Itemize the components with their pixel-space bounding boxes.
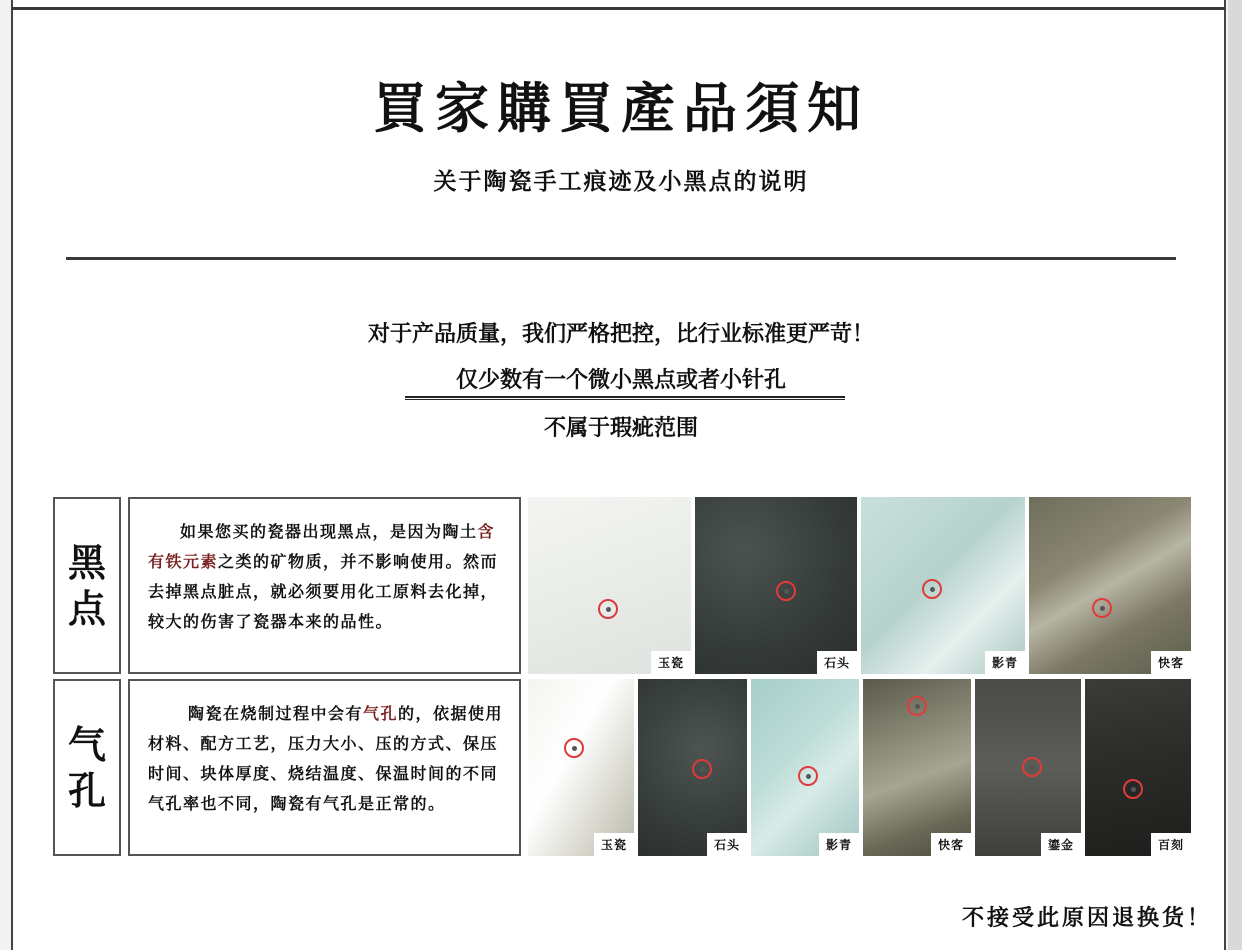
photo-caption: 影青: [985, 651, 1025, 674]
black-spot-text-highlight: 含有铁元素: [148, 522, 496, 571]
photo-jade-porcelain-pore: [528, 679, 634, 856]
pore-label-char-2: 孔: [67, 768, 106, 813]
black-spot-label-char-1: 黑: [67, 540, 106, 585]
photo-caption: 百刻: [1151, 833, 1191, 856]
photo-yingqing-pore: [751, 679, 859, 856]
page-subtitle: 关于陶瓷手工痕迹及小黑点的说明: [433, 169, 809, 195]
pore-marker: [564, 738, 584, 758]
top-border: [11, 7, 1226, 10]
photo-stone-spot: [695, 497, 857, 674]
notice-underline: [405, 396, 845, 400]
title-divider: [66, 257, 1176, 260]
pore-description: [128, 679, 521, 856]
spot-marker: [776, 581, 796, 601]
black-spot-label-char-2: 点: [67, 586, 106, 631]
black-spot-text: [148, 517, 505, 637]
pore-text-highlight: 气孔: [363, 704, 399, 723]
photo-jade-porcelain-spot: [528, 497, 691, 674]
pore-marker: [798, 766, 818, 786]
photo-caption: 快客: [931, 833, 971, 856]
pore-marker: [692, 759, 712, 779]
black-spot-text-b: 之类的矿物质，并不影响使用。然而去掉黑点脏点，就必须要用化工原料去化掉，较大的伤害了瓷器本来的品性。: [148, 552, 499, 631]
notice-line-2: 仅少数有一个微小黑点或者小针孔: [455, 368, 786, 393]
pore-marker: [907, 696, 927, 716]
photo-baike-pore: [1085, 679, 1191, 856]
black-spot-label: [53, 497, 121, 674]
photo-liujin-pore: [975, 679, 1081, 856]
photo-caption: 鎏金: [1041, 833, 1081, 856]
black-spot-description: [128, 497, 521, 674]
pore-text-a: 陶瓷在烧制过程中会有: [188, 704, 364, 723]
page-title: 買家購買產品須知: [373, 76, 869, 140]
photo-kuaike-pore: [863, 679, 971, 856]
pore-marker: [1123, 779, 1143, 799]
spot-marker: [598, 599, 618, 619]
photo-yingqing-spot: [861, 497, 1025, 674]
photo-caption: 石头: [817, 651, 857, 674]
pore-label: [53, 679, 121, 856]
return-policy-note: 不接受此原因退换货！: [961, 906, 1212, 931]
photo-stone-pore: [638, 679, 747, 856]
pore-text: [148, 699, 505, 819]
photo-kuaike-spot: [1029, 497, 1191, 674]
pore-marker: [1022, 757, 1042, 777]
photo-caption: 石头: [707, 833, 747, 856]
spot-marker: [922, 579, 942, 599]
notice-line-1: 对于产品质量，我们严格把控，比行业标准更严苛！: [367, 322, 874, 347]
photo-caption: 玉瓷: [651, 651, 691, 674]
pore-text-b: 的，依据使用材料、配方工艺，压力大小、压的方式、保压时间、块体厚度、烧结温度、保温时间的不同气孔率也不同，陶瓷有气孔是正常的。: [148, 704, 504, 813]
notice-line-3: 不属于瑕疵范围: [543, 416, 698, 441]
photo-caption: 影青: [819, 833, 859, 856]
black-spot-text-a: 如果您买的瓷器出现黑点，是因为陶土: [180, 522, 478, 541]
photo-caption: 快客: [1151, 651, 1191, 674]
pore-label-char-1: 气: [67, 722, 106, 767]
spot-marker: [1092, 598, 1112, 618]
photo-caption: 玉瓷: [594, 833, 634, 856]
